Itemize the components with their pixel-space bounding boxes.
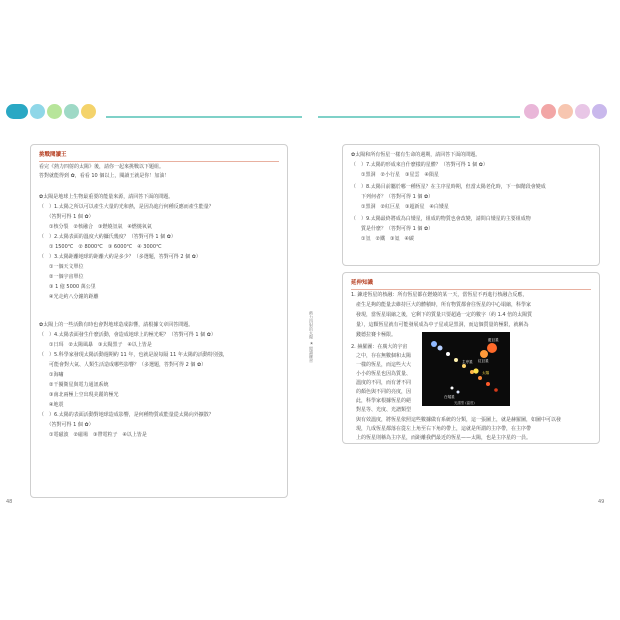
planet-icon	[64, 104, 79, 119]
knowledge-line: 1. 鍊達恆星的核融：所有恆星都在燃燒的某一天，當恆星不再進行核融合反應，	[351, 292, 528, 298]
page-number-left: 48	[6, 499, 13, 505]
page-number-right: 49	[598, 499, 605, 505]
knowledge-line: 發現，當恆星塌縮之後，它剩下的質量只要超過一定的數字（約 1.4 倍的太陽質	[351, 312, 533, 318]
knowledge-line: 溫度的不同，而有著不同	[351, 380, 412, 386]
knowledge-line: 現，九成恆星都落在從左上角至右下角的帶上，這就是所謂的主序帶，在主序帶	[351, 426, 532, 432]
header-icons-right	[524, 104, 607, 119]
question-line: ①氫 ②鐵 ③氦 ④碳	[351, 236, 414, 242]
question-line: （ ）6.太陽的表面活動對地球造成影響，是何種物質或能量從太陽向外擴散？	[39, 412, 214, 418]
right-page	[318, 104, 614, 514]
intro-line: 看完《熱力四射的太陽》後，請你一起來挑戰以下題組。	[39, 164, 165, 170]
star-dot	[446, 352, 450, 356]
lightbulb-icon	[81, 104, 96, 119]
knowledge-line: 的顏色與不同的亮度，因	[351, 389, 412, 395]
question-line: ③南北兩極上空出現美麗的極光	[39, 392, 119, 398]
x-axis-label: 光譜型 (溫度)	[454, 401, 475, 405]
question-line: （ ）9.太陽最終將成為白矮星，組成的物質也會改變，請問白矮星的主要組成物	[351, 216, 531, 222]
rocket-icon	[558, 104, 573, 119]
group-title: ✿太陽是地球上生物最重要的能量來源，請回答下面的問題。	[39, 194, 174, 200]
left-page	[6, 104, 302, 514]
question-line: 質是什麼？（答對可得 1 個 ✿）	[351, 226, 434, 232]
label-white-dwarf: 白矮星	[444, 395, 455, 399]
knowledge-line: 上的恆星則稱為主序星，而距離我們最近的恆星——太陽，也是主序星的一員。	[351, 435, 532, 441]
question-line: （ ）8.太陽目前屬於哪一種恆星？在主序星時期，但當太陽老化時，下一個階段會變成	[351, 184, 546, 190]
question-line: ①日珥 ②太陽風暴 ③太陽黑子 ④以上皆是	[39, 342, 152, 348]
knowledge-line: 小小的恆星也因為質量、	[351, 371, 412, 377]
knowledge-line: 量），這顆恆星就有可能發展成為中子星或是黑洞，而這個質量的極限，就稱為	[351, 322, 529, 328]
group-title: ✿太陽和所有恆星一樣有生命的週期，請回答下面的問題。	[351, 152, 481, 158]
hr-diagram-svg	[422, 332, 510, 406]
section-title: 挑戰閱讀王	[39, 152, 67, 158]
question-line: ①黑洞 ②小行星 ③星雲 ④隕星	[351, 172, 439, 178]
question-line: 下列何者？（答對可得 1 個 ✿）	[351, 194, 434, 200]
question-line: （答對可得 1 個 ✿）	[39, 422, 94, 428]
knowledge-line: 一樣的恆星，而這些大大	[351, 362, 412, 368]
header-rule	[106, 116, 302, 118]
title-underline	[351, 289, 591, 290]
question-line: ①海嘯	[39, 372, 64, 378]
question-line: ④地震	[39, 402, 64, 408]
knowledge-line: 2. 赫羅圖：在廣大的宇宙	[351, 344, 408, 350]
knowledge-line: 錢德拉賽卡極限。	[351, 332, 397, 338]
label-sun: 太陽	[482, 371, 490, 375]
book-spread	[6, 104, 614, 514]
knowledge-line: 對星等、光度、光譜類型	[351, 407, 412, 413]
magnifier-icon	[592, 104, 607, 119]
question-line: ①黑洞 ②紅巨星 ③超新星 ④白矮星	[351, 204, 449, 210]
title-underline	[39, 161, 279, 162]
sun-icon	[541, 104, 556, 119]
question-line: 可能會對大氣、人類生活造成哪些影響？（多選題，答對可得 2 個 ✿）	[39, 362, 207, 368]
header-icons-left	[6, 104, 96, 119]
knowledge-line: 之中，存在無數個和太陽	[351, 353, 412, 359]
challenge-box	[30, 144, 288, 498]
star-dot	[470, 370, 474, 374]
star-dot	[487, 343, 497, 353]
question-line: （ ）3.太陽距離地球的距離大約是多少？（多選題，答對可得 2 個 ✿）	[39, 254, 201, 260]
spine-caption: 熱力四射的太陽 ★ 閱讀練習	[309, 311, 314, 363]
book-icon	[30, 104, 45, 119]
star-dot	[457, 391, 460, 394]
label-main-sequence: 主序星	[462, 360, 473, 364]
star-dot	[478, 376, 482, 380]
hr-diagram	[422, 332, 510, 406]
header-rule	[318, 116, 520, 118]
atom-icon	[575, 104, 590, 119]
intro-line: 答對就能得到 ✿，看看 10 個以上，閱讀王就是你！加油！	[39, 173, 170, 179]
question-line: （ ）7.太陽的形成來自什麼樣的星體？（答對可得 1 個 ✿）	[351, 162, 488, 168]
question-line: ①電磁波 ②磁場 ③帶電粒子 ④以上皆是	[39, 432, 147, 438]
label-blue-giant: 藍巨星	[488, 338, 499, 342]
question-line: ②一個宇宙單位	[39, 274, 84, 280]
star-dot	[462, 364, 466, 368]
star-field	[431, 341, 498, 394]
knowledge-line: 此，科學家根據恆星的絕	[351, 398, 412, 404]
star-dot	[486, 382, 490, 386]
question-line: ① 1500℃ ② 8000℃ ③ 6000℃ ④ 3000℃	[39, 244, 162, 250]
flower-icon	[524, 104, 539, 119]
question-line: ①一個天文單位	[39, 264, 84, 270]
sun-marker	[473, 368, 478, 373]
group-title: ✿太陽上的一些活動有時也會對地球造成影響，請根據文章回答問題。	[39, 322, 194, 328]
knowledge-line: 與有效溫度，將恆星依照這些數據做有系統的分類，這一張圖上，就是赫羅圖，如圖中可以發	[351, 417, 562, 423]
question-line: （答對可得 1 個 ✿）	[39, 214, 94, 220]
question-line: ③ 1 億 5000 萬公里	[39, 284, 96, 290]
star-dot	[438, 346, 443, 351]
question-line: ①核分裂 ②核融合 ③燃燒氫氣 ④燃燒氧氣	[39, 224, 152, 230]
section-title: 延伸知識	[351, 280, 374, 286]
question-line: ④光走約八分鐘的距離	[39, 294, 99, 300]
star-dot	[494, 388, 498, 392]
label-red-giant: 紅巨星	[478, 359, 489, 363]
science-logo-icon	[6, 104, 28, 119]
leaf-icon	[47, 104, 62, 119]
question-line: （ ）5.科學家發現太陽活動週期約 11 年，也就是說每隔 11 年太陽的活動特別強，	[39, 352, 228, 358]
star-dot	[451, 387, 454, 390]
question-line: （ ）2.太陽表面的溫度大約攝氏幾度？（答對可得 1 個 ✿）	[39, 234, 176, 240]
knowledge-line: 產生足夠的能量去維持巨大的體積時，所有物質都會往恆星的中心塌縮，科學家	[351, 302, 532, 308]
questions-box	[342, 144, 600, 266]
question-line: （ ）1.太陽之所以可以產生大量的光和熱，是因為進行何種反應而產生能量？	[39, 204, 214, 210]
question-line: ②干擾衛星與電力通訊系統	[39, 382, 109, 388]
star-dot	[480, 350, 488, 358]
star-dot	[454, 358, 458, 362]
star-dot	[431, 341, 437, 347]
question-line: （ ）4.太陽表面發生什麼活動，會造成地球上的極光呢？（答對可得 1 個 ✿）	[39, 332, 216, 338]
